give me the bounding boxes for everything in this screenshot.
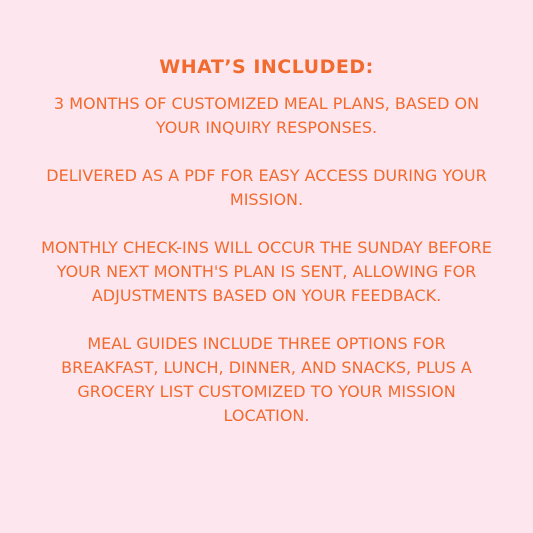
section-heading: WHAT’S INCLUDED:: [159, 56, 374, 78]
paragraph-meal-plans: 3 MONTHS OF CUSTOMIZED MEAL PLANS, BASED ON YOUR INQUIRY RESPONSES.: [53, 94, 480, 137]
paragraph-pdf-delivery: DELIVERED AS A PDF FOR EASY ACCESS DURING YOUR MISSION.: [46, 166, 487, 209]
paragraph-meal-guides: MEAL GUIDES INCLUDE THREE OPTIONS FOR BREAKFAST, LUNCH, DINNER, AND SNACKS, PLUS A GROCERY LIST CUSTOMIZED TO YOUR MISSION LOCATION.: [61, 334, 472, 425]
included-list: [40, 92, 493, 428]
paragraph-check-ins: MONTHLY CHECK-INS WILL OCCUR THE SUNDAY BEFORE YOUR NEXT MONTH'S PLAN IS SENT, ALLOWING FOR ADJUSTMENTS BASED ON YOUR FEEDBACK.: [41, 238, 492, 305]
